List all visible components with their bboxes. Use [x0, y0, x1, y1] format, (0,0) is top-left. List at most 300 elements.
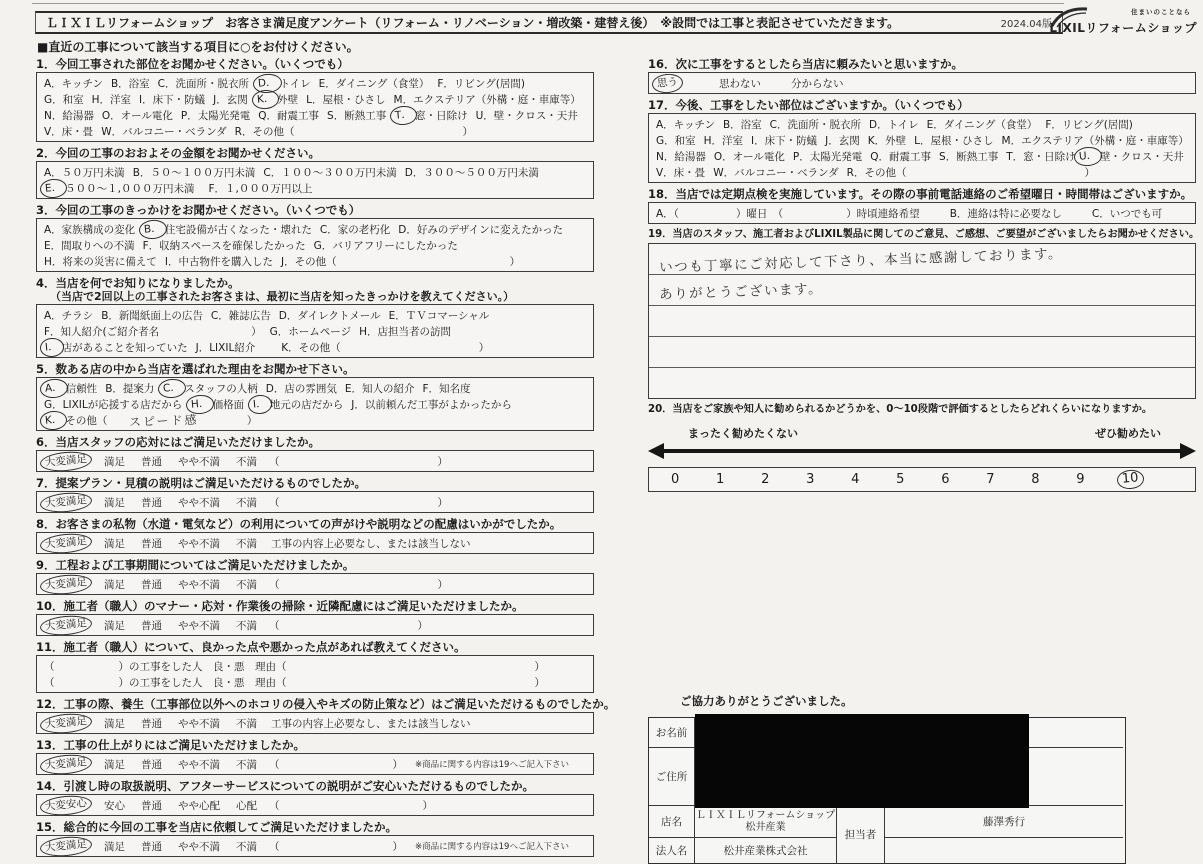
- survey-option: B．５０～１００万円未満: [132, 166, 256, 179]
- nps-value-9: 9: [1076, 471, 1085, 487]
- survey-option-selected: [162, 381, 182, 396]
- survey-option: F．リビング(居間): [437, 77, 525, 90]
- survey-option: E．ダイニング（食堂）: [318, 77, 430, 90]
- nps-value-4: 4: [851, 471, 860, 487]
- question-13-options: [36, 753, 594, 775]
- survey-option: 不満: [236, 455, 257, 468]
- survey-option: 工事の内容上必要なし、または該当しない: [271, 537, 471, 550]
- survey-option: 満足: [104, 496, 125, 509]
- survey-option: トイレ: [279, 77, 311, 90]
- option-line: [656, 75, 1188, 91]
- option-line: [44, 307, 586, 323]
- question-18: [648, 187, 1196, 224]
- question-9-heading: 9．工程および工事期間についてはご満足いただけましたか。: [36, 558, 355, 572]
- option-line: [44, 412, 586, 428]
- survey-option: L．屋根・ひさし: [306, 93, 386, 106]
- survey-option: N．給湯器: [656, 150, 706, 163]
- survey-option-selected: [44, 536, 88, 551]
- lixil-logo: [1047, 6, 1197, 38]
- survey-option: V．床・畳: [656, 166, 706, 179]
- question-8: [36, 517, 594, 554]
- survey-option: E．ダイニング（食堂）: [926, 118, 1038, 131]
- nps-scale-labels: [648, 425, 1196, 441]
- survey-option-selected: [44, 757, 88, 772]
- form-version: 2024.04版: [1000, 19, 1052, 30]
- survey-option: ）の工事をした人 良・悪 理由（: [118, 660, 287, 673]
- option-line: [656, 116, 1188, 132]
- survey-option: S．断熱工事: [327, 109, 387, 122]
- question-2: [36, 146, 594, 199]
- respondent-info-table: [648, 717, 1126, 864]
- nps-value-6: 6: [941, 471, 950, 487]
- questions-column-right: [648, 57, 1200, 496]
- survey-option: やや不満: [178, 578, 220, 591]
- nps-value-7: 7: [986, 471, 995, 487]
- option-line: [44, 756, 586, 772]
- survey-option: L．屋根・ひさし: [914, 134, 994, 147]
- question-1: [36, 57, 594, 142]
- option-line: [44, 339, 586, 355]
- survey-option: E．ＴＶコマーシャル: [388, 309, 490, 322]
- survey-option-selected: [656, 76, 679, 91]
- selection-circle: 大変満足: [39, 835, 92, 857]
- selection-circle: B．: [138, 218, 167, 239]
- survey-option: 普通: [141, 758, 162, 771]
- nps-number-box: [648, 467, 1196, 492]
- survey-option: 普通: [141, 578, 162, 591]
- survey-option: G．LIXILが応援する店だから: [44, 398, 183, 411]
- survey-option: 満足: [104, 840, 125, 853]
- selection-circle: D．: [252, 72, 282, 93]
- selection-circle: I．: [247, 394, 272, 415]
- question-16-heading: 16．次に工事をするとしたら当店に頼みたいと思いますか。: [648, 57, 964, 71]
- survey-option: 不満: [236, 619, 257, 632]
- respondent-info-section: [648, 693, 1126, 864]
- survey-option: D．トイレ: [869, 118, 919, 131]
- redaction-box: [695, 714, 1029, 808]
- survey-option: （: [269, 619, 280, 632]
- question-7-heading: 7．提案プラン・見積の説明はご満足いただけるものでしたか。: [36, 476, 366, 490]
- survey-option: C．家の老朽化: [319, 223, 391, 236]
- question-13: [36, 738, 594, 775]
- selection-circle: K．: [251, 88, 280, 109]
- question-10-options: [36, 614, 594, 636]
- survey-option: U．壁・クロス・天井: [475, 109, 578, 122]
- survey-option: S．断熱工事: [939, 150, 999, 163]
- survey-option-selected: [44, 340, 60, 355]
- survey-option: J．LIXIL紹介: [195, 341, 256, 354]
- survey-option: 信頼性: [65, 382, 98, 395]
- nps-value-5: 5: [896, 471, 905, 487]
- survey-option: 不満: [236, 717, 257, 730]
- survey-option: F．知名度: [422, 382, 471, 395]
- survey-option: O．オール電化: [101, 109, 173, 122]
- survey-option: 外壁: [277, 93, 299, 106]
- nps-value-0: 0: [671, 471, 680, 487]
- survey-option: H．洋室: [91, 93, 132, 106]
- survey-option: J．玄関: [825, 134, 860, 147]
- question-8-options: [36, 532, 594, 554]
- question-3: [36, 203, 594, 272]
- comment-line: [649, 244, 1195, 275]
- survey-option-selected: [252, 397, 268, 412]
- nps-right-label: ぜひ勧めたい: [1095, 427, 1161, 440]
- survey-option: ）: [462, 125, 473, 138]
- option-line: [44, 221, 586, 237]
- comment-line: [649, 337, 1195, 368]
- question-3-heading: 3．今回の工事のきっかけをお聞かせください。（いくつでも）: [36, 203, 361, 217]
- survey-option: T．窓・日除け: [1006, 150, 1076, 163]
- survey-option: ５００～１,０００万円未満: [65, 182, 195, 195]
- survey-option: J．玄関: [213, 93, 248, 106]
- nps-value-3: 3: [806, 471, 815, 487]
- option-line: [44, 396, 586, 412]
- question-9-options: [36, 573, 594, 595]
- survey-option: P．太陽光発電: [792, 150, 863, 163]
- survey-option: ）: [422, 799, 433, 812]
- survey-option: 安心: [104, 799, 125, 812]
- option-line: [44, 253, 586, 269]
- survey-option: M．エクステリア（外構・庭・車庫等）: [393, 93, 581, 106]
- nps-scale: [648, 425, 1196, 492]
- survey-option: G．和室: [656, 134, 696, 147]
- survey-option: （: [269, 496, 280, 509]
- survey-option: C．１００～３００万円未満: [263, 166, 397, 179]
- option-line: [44, 237, 586, 253]
- survey-option: G．ホームページ: [269, 325, 352, 338]
- selection-circle: K．: [39, 409, 68, 430]
- selection-circle: A．: [39, 377, 68, 398]
- survey-option: 満足: [104, 578, 125, 591]
- question-12: [36, 697, 616, 734]
- survey-option: B．提案力: [105, 382, 155, 395]
- survey-option: やや心配: [178, 799, 220, 812]
- survey-option: 不満: [236, 537, 257, 550]
- questions-column-left: [36, 57, 616, 861]
- survey-option: Q．耐震工事: [258, 109, 320, 122]
- option-line: [44, 453, 586, 469]
- survey-option: K．その他（: [281, 341, 341, 354]
- survey-option-selected: [44, 798, 88, 813]
- survey-option: （: [269, 840, 280, 853]
- question-17: [648, 98, 1196, 183]
- survey-option-selected: [44, 577, 88, 592]
- survey-option: 店があることを知っていた: [61, 341, 188, 354]
- name-label: お名前: [649, 718, 695, 748]
- question-15-options: [36, 835, 594, 857]
- survey-option: 壁・クロス・天井: [1099, 150, 1184, 163]
- question-9: [36, 558, 594, 595]
- option-line: [44, 123, 586, 139]
- question-15-heading: 15．総合的に今回の工事を当店に依頼してご満足いただけましたか。: [36, 820, 397, 834]
- survey-option: 不満: [236, 578, 257, 591]
- survey-option: B．連絡は特に必要なし: [949, 207, 1062, 220]
- selection-circle: 大変満足: [39, 573, 92, 595]
- survey-option: J．その他（: [281, 255, 337, 268]
- question-13-heading: 13．工事の仕上がりにはご満足いただけましたか。: [36, 738, 306, 752]
- survey-option: 普通: [141, 799, 162, 812]
- survey-option: F．知人紹介(ご紹介者名: [44, 325, 160, 338]
- staff-value-empty: [885, 838, 1123, 863]
- question-14: [36, 779, 594, 816]
- nps-selected-circle: 10: [1117, 469, 1145, 490]
- survey-option: ）: [1084, 166, 1095, 179]
- survey-option-selected: [44, 839, 88, 854]
- survey-option: A．チラシ: [44, 309, 94, 322]
- survey-option: やや不満: [178, 717, 220, 730]
- question-20: [648, 403, 1196, 492]
- survey-option: E．間取りへの不満: [44, 239, 135, 252]
- comment-line: [649, 275, 1195, 306]
- survey-option: やや不満: [178, 537, 220, 550]
- corp-value: 松井産業株式会社: [695, 838, 837, 863]
- survey-option: （: [44, 660, 55, 673]
- survey-option: I．床下・防蟻: [751, 134, 818, 147]
- question-12-options: [36, 712, 594, 734]
- selection-circle: C．: [158, 377, 187, 398]
- survey-option: G．和室: [44, 93, 84, 106]
- survey-option: やや不満: [178, 619, 220, 632]
- shop-label: 店名: [649, 806, 695, 838]
- survey-option: 住宅設備が古くなった・壊れた: [164, 223, 312, 236]
- option-line: [44, 494, 586, 510]
- staff-label: 担当者: [837, 806, 885, 863]
- question-16-options: [648, 72, 1196, 94]
- survey-option: （: [44, 676, 55, 689]
- survey-option: 普通: [141, 619, 162, 632]
- option-line: [44, 107, 586, 123]
- shop-value-line2: 松井産業: [745, 821, 786, 833]
- survey-option: F．１,０００万円以上: [208, 182, 313, 195]
- survey-option-selected: [44, 181, 63, 196]
- option-line: [44, 535, 586, 551]
- survey-option-selected: [143, 222, 163, 237]
- survey-option: ）: [251, 325, 262, 338]
- survey-option: C．洗面所・脱衣所: [157, 77, 250, 90]
- nps-arrow: [648, 443, 1196, 459]
- selection-circle: 大変満足: [39, 491, 92, 513]
- question-8-heading: 8．お客さまの私物（水道・電気など）の利用についての声がけや説明などの配慮はいかがでしたか。: [36, 517, 562, 531]
- survey-option: C．いつでも可: [1091, 207, 1163, 220]
- survey-option: R．その他（: [234, 125, 295, 138]
- question-11: [36, 640, 594, 693]
- question-5: [36, 362, 594, 431]
- nps-value-8: 8: [1031, 471, 1040, 487]
- survey-option: やや不満: [178, 496, 220, 509]
- survey-option: B．浴室: [722, 118, 762, 131]
- question-6-options: [36, 450, 594, 472]
- survey-option: F．リビング(居間): [1045, 118, 1133, 131]
- question-14-options: [36, 794, 594, 816]
- survey-option: ）: [509, 255, 521, 268]
- page-top-rule: [32, 3, 1064, 4]
- survey-option: 満足: [104, 537, 125, 550]
- option-line: [44, 617, 586, 633]
- survey-option: O．オール電化: [713, 150, 785, 163]
- handwritten-answer: スピード感: [129, 412, 200, 429]
- survey-option: R．その他（: [846, 166, 907, 179]
- selection-circle: 思う: [651, 72, 684, 94]
- survey-option: ）: [534, 676, 545, 689]
- survey-option: D．ダイレクトメール: [278, 309, 381, 322]
- staff-value: 藤澤秀行: [885, 806, 1123, 838]
- survey-option-selected: [394, 108, 413, 123]
- survey-option: （: [269, 455, 280, 468]
- option-line: [44, 576, 586, 592]
- survey-option: 地元の店だから: [269, 398, 344, 411]
- comment-line: [649, 368, 1195, 398]
- survey-option: K．外壁: [867, 134, 907, 147]
- survey-option: A．５０万円未満: [44, 166, 125, 179]
- question-2-options: [36, 161, 594, 199]
- nps-value-1: 1: [716, 471, 725, 487]
- survey-option: A．キッチン: [44, 77, 103, 90]
- nps-value-2: 2: [761, 471, 770, 487]
- survey-option: 心配: [236, 799, 257, 812]
- arrow-line: [658, 449, 1186, 453]
- survey-option: 分からない: [791, 77, 844, 90]
- survey-option: H．店担当者の訪問: [359, 325, 451, 338]
- survey-option: ）時頃連絡希望: [846, 207, 920, 220]
- survey-option: ）: [437, 578, 448, 591]
- survey-option: B．浴室: [110, 77, 150, 90]
- handwritten-comment: ありがとうございます。: [658, 281, 824, 303]
- question-11-heading: 11．施工者（職人）について、良かった点や悪かった点があれば教えてください。: [36, 640, 466, 654]
- selection-circle: U．: [1073, 145, 1103, 166]
- question-16: [648, 57, 1196, 94]
- survey-option: A．キッチン: [656, 118, 715, 131]
- survey-option: やや不満: [178, 758, 220, 771]
- selection-circle: H．: [185, 393, 215, 414]
- survey-option: 不満: [236, 496, 257, 509]
- question-19: [648, 228, 1200, 399]
- option-line: [44, 75, 586, 91]
- question-4: [36, 276, 594, 358]
- survey-option: （: [269, 758, 280, 771]
- option-line: [44, 838, 586, 854]
- question-5-options: [36, 377, 594, 431]
- survey-option: W．バルコニー・ベランダ: [713, 166, 839, 179]
- arrow-right-icon: [1180, 443, 1196, 459]
- survey-option: ）曜日 （: [735, 207, 784, 220]
- question-7: [36, 476, 594, 513]
- question-14-heading: 14．引渡し時の取扱説明、アフターサービスについての説明がご安心いただけるものでしたか。: [36, 779, 534, 793]
- logo-name: LIXILリフォームショップ: [1049, 21, 1197, 35]
- option-line: [44, 658, 586, 674]
- question-4-options: [36, 304, 594, 358]
- survey-option: D．３００～５００万円未満: [404, 166, 539, 179]
- survey-option: スタッフの人柄: [184, 382, 258, 395]
- survey-option: その他（: [65, 414, 108, 427]
- option-line: [656, 164, 1188, 180]
- survey-option: E．知人の紹介: [344, 382, 415, 395]
- option-line: [656, 132, 1188, 148]
- survey-option: やや不満: [178, 455, 220, 468]
- survey-option: A．家族構成の変化: [44, 223, 136, 236]
- form-header: [35, 11, 1063, 34]
- survey-option: J．以前頼んだ工事がよかったから: [351, 398, 512, 411]
- survey-option-selected: [256, 92, 275, 107]
- survey-option: B．新聞紙面上の広告: [101, 309, 203, 322]
- survey-option: I．中古物件を購入した: [164, 255, 274, 268]
- survey-option: 価格面: [212, 398, 245, 411]
- survey-option-selected: [190, 397, 210, 412]
- survey-option: V．床・畳: [44, 125, 94, 138]
- selection-circle: 大変安心: [39, 794, 92, 816]
- survey-option: 普通: [141, 717, 162, 730]
- question-15: [36, 820, 594, 857]
- survey-option-selected: [44, 716, 88, 731]
- question-7-options: [36, 491, 594, 513]
- question-5-heading: 5．数ある店の中から当店を選ばれた理由をお聞かせ下さい。: [36, 362, 355, 376]
- option-line: [44, 323, 586, 339]
- question-18-options: [648, 202, 1196, 224]
- survey-option: H．将来の災害に備えて: [44, 255, 157, 268]
- survey-option-selected: [44, 413, 63, 428]
- survey-option-selected: [44, 454, 88, 469]
- survey-option: C．洗面所・脱衣所: [769, 118, 862, 131]
- option-line: [44, 715, 586, 731]
- survey-option: Q．耐震工事: [870, 150, 932, 163]
- survey-option: I．床下・防蟻: [139, 93, 206, 106]
- survey-option: 不満: [236, 840, 257, 853]
- question-4-subheading: （当店で2回以上の工事されたお客さまは、最初に当店を知ったきっかけを教えてください。）: [50, 290, 515, 303]
- form-instruction: ■直近の工事について該当する項目に○をお付けください。: [37, 40, 359, 54]
- survey-option: 満足: [104, 455, 125, 468]
- survey-option: P．太陽光発電: [180, 109, 251, 122]
- selection-circle: 大変満足: [39, 753, 92, 775]
- corp-label: 法人名: [649, 838, 695, 863]
- survey-option: ）: [392, 758, 403, 771]
- survey-option: 普通: [141, 537, 162, 550]
- survey-option: 満足: [104, 619, 125, 632]
- survey-option: N．給湯器: [44, 109, 94, 122]
- question-4-heading: 4．当店を何でお知りになりましたか。: [36, 276, 240, 290]
- shop-value-line1: ＬＩＸＩＬリフォームショップ: [695, 809, 836, 821]
- selection-circle: T．: [389, 104, 417, 125]
- survey-option: 普通: [141, 840, 162, 853]
- survey-option: ）: [392, 840, 403, 853]
- question-10: [36, 599, 594, 636]
- survey-option: D．好みのデザインに変えたかった: [398, 223, 564, 236]
- survey-option-selected: [257, 76, 278, 91]
- question-19-heading: 19．当店のスタッフ、施工者およびLIXIL製品に関してのご意見、ご感想、ご要望がございましたらお聞かせください。: [648, 229, 1200, 240]
- option-line: [44, 180, 586, 196]
- question-6-heading: 6．当店スタッフの応対にはご満足いただけましたか。: [36, 435, 320, 449]
- survey-option: ）: [534, 660, 545, 673]
- selection-circle: 大変満足: [39, 450, 92, 472]
- survey-option: （: [269, 799, 280, 812]
- comment-line: [649, 306, 1195, 337]
- question-18-heading: 18．当店では定期点検を実施しています。その際の事前電話連絡のご希望曜日・時間帯はございますか。: [648, 187, 1193, 201]
- survey-option: C．雑誌広告: [210, 309, 271, 322]
- nps-value-10: [1121, 471, 1140, 487]
- survey-option: 思わない: [719, 77, 761, 90]
- survey-option: 不満: [236, 758, 257, 771]
- survey-option: A．（: [656, 207, 679, 220]
- address-label: ご住所: [649, 748, 695, 806]
- survey-option: D．店の雰囲気: [265, 382, 337, 395]
- survey-option: M．エクステリア（外構・庭・車庫等）: [1001, 134, 1189, 147]
- survey-option-selected: [1078, 149, 1098, 164]
- survey-option: ）: [417, 619, 428, 632]
- survey-option: 窓・日除け: [415, 109, 468, 122]
- handwritten-comment: いつも丁寧にご対応して下さり、本当に感謝しております。: [658, 245, 1064, 277]
- survey-option-selected: [44, 381, 64, 396]
- selection-circle: E．: [39, 177, 68, 198]
- survey-option: W．バルコニー・ベランダ: [101, 125, 227, 138]
- question-20-heading: 20．当店をご家族や知人に勧められるかどうかを、0～10段階で評価するとしたらどれくらいになりますか。: [648, 404, 1153, 415]
